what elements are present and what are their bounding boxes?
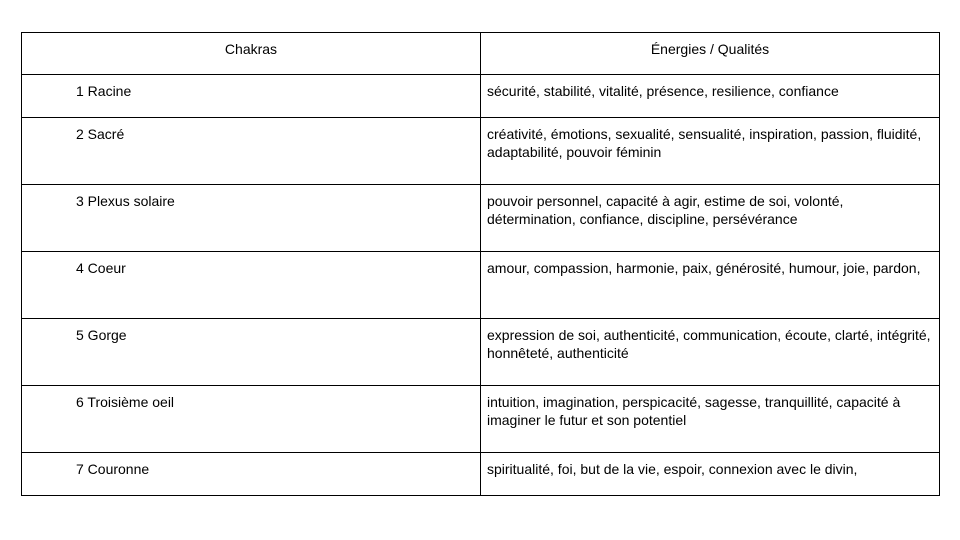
chakra-cell: 2 Sacré (22, 118, 481, 185)
chakra-cell: 4 Coeur (22, 252, 481, 319)
qualities-cell: créativité, émotions, sexualité, sensualité, inspiration, passion, fluidité, adaptabilité, pouvoir féminin (481, 118, 940, 185)
table-row (22, 252, 940, 319)
chakra-cell: 6 Troisième oeil (22, 386, 481, 453)
chakra-cell: 3 Plexus solaire (22, 185, 481, 252)
qualities-cell: pouvoir personnel, capacité à agir, estime de soi, volonté, détermination, confiance, discipline, persévérance (481, 185, 940, 252)
table-row (22, 386, 940, 453)
table-header-row (22, 33, 940, 75)
header-chakras: Chakras (22, 33, 481, 75)
table-row (22, 453, 940, 496)
qualities-cell: spiritualité, foi, but de la vie, espoir, connexion avec le divin, (481, 453, 940, 496)
chakra-cell: 5 Gorge (22, 319, 481, 386)
chakra-cell: 1 Racine (22, 75, 481, 118)
qualities-cell: amour, compassion, harmonie, paix, générosité, humour, joie, pardon, (481, 252, 940, 319)
table-row (22, 319, 940, 386)
table-row (22, 185, 940, 252)
qualities-cell: expression de soi, authenticité, communication, écoute, clarté, intégrité, honnêteté, authenticité (481, 319, 940, 386)
table-row (22, 118, 940, 185)
chakra-cell: 7 Couronne (22, 453, 481, 496)
header-energies-qualites: Énergies / Qualités (481, 33, 940, 75)
table-row (22, 75, 940, 118)
qualities-cell: sécurité, stabilité, vitalité, présence, resilience, confiance (481, 75, 940, 118)
qualities-cell: intuition, imagination, perspicacité, sagesse, tranquillité, capacité à imaginer le futur et son potentiel (481, 386, 940, 453)
chakra-table (21, 32, 940, 496)
